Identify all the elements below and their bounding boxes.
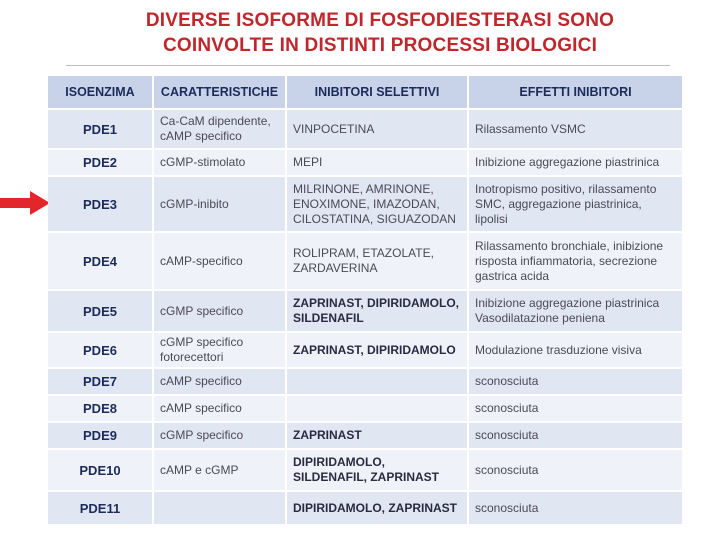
table-row — [48, 109, 683, 149]
cell-inibitori: DIPIRIDAMOLO, ZAPRINAST — [286, 491, 468, 525]
cell-caratteristiche — [153, 491, 286, 525]
cell-caratteristiche: cAMP e cGMP — [153, 449, 286, 491]
cell-caratteristiche: cAMP-specifico — [153, 232, 286, 290]
table-row — [48, 149, 683, 176]
cell-isoenzima: PDE6 — [48, 332, 153, 368]
cell-isoenzima: PDE4 — [48, 232, 153, 290]
page-title — [0, 8, 720, 58]
table-row — [48, 332, 683, 368]
cell-isoenzima: PDE1 — [48, 109, 153, 149]
header-inibitori: INIBITORI SELETTIVI — [286, 76, 468, 109]
cell-caratteristiche: cGMP-stimolato — [153, 149, 286, 176]
cell-isoenzima: PDE11 — [48, 491, 153, 525]
table-row — [48, 368, 683, 395]
cell-isoenzima: PDE9 — [48, 422, 153, 449]
cell-caratteristiche: cGMP specifico — [153, 290, 286, 332]
cell-isoenzima: PDE8 — [48, 395, 153, 422]
table-row — [48, 422, 683, 449]
table-row — [48, 449, 683, 491]
cell-caratteristiche: cAMP specifico — [153, 395, 286, 422]
cell-isoenzima: PDE5 — [48, 290, 153, 332]
header-effetti: EFFETTI INIBITORI — [468, 76, 683, 109]
cell-effetti: Modulazione trasduzione visiva — [468, 332, 683, 368]
cell-isoenzima: PDE10 — [48, 449, 153, 491]
cell-caratteristiche: Ca-CaM dipendente, cAMP specifico — [153, 109, 286, 149]
cell-effetti: Rilassamento bronchiale, inibizione risposta infiammatoria, secrezione gastrica acida — [468, 232, 683, 290]
cell-inibitori: ZAPRINAST, DIPIRIDAMOLO — [286, 332, 468, 368]
table-row — [48, 290, 683, 332]
cell-effetti: Rilassamento VSMC — [468, 109, 683, 149]
cell-isoenzima: PDE7 — [48, 368, 153, 395]
cell-effetti: sconosciuta — [468, 368, 683, 395]
cell-inibitori — [286, 368, 468, 395]
cell-effetti: Inotropismo positivo, rilassamento SMC, aggregazione piastrinica, lipolisi — [468, 176, 683, 232]
cell-inibitori: ZAPRINAST, DIPIRIDAMOLO, SILDENAFIL — [286, 290, 468, 332]
cell-caratteristiche: cAMP specifico — [153, 368, 286, 395]
cell-inibitori: VINPOCETINA — [286, 109, 468, 149]
cell-isoenzima: PDE3 — [48, 176, 153, 232]
cell-effetti: Inibizione aggregazione piastrinica — [468, 149, 683, 176]
red-arrow-icon — [0, 191, 50, 215]
title-divider — [66, 65, 670, 66]
title-line-1: DIVERSE ISOFORME DI FOSFODIESTERASI SONO — [145, 10, 615, 31]
pde-table — [48, 76, 684, 526]
header-isoenzima: ISOENZIMA — [48, 76, 153, 109]
cell-inibitori: ROLIPRAM, ETAZOLATE, ZARDAVERINA — [286, 232, 468, 290]
cell-effetti: sconosciuta — [468, 491, 683, 525]
table-row — [48, 395, 683, 422]
table-row — [48, 232, 683, 290]
table-row — [48, 176, 683, 232]
table-body — [48, 109, 683, 525]
cell-inibitori: MILRINONE, AMRINONE, ENOXIMONE, IMAZODAN, CILOSTATINA, SIGUAZODAN — [286, 176, 468, 232]
cell-effetti: sconosciuta — [468, 395, 683, 422]
cell-caratteristiche: cGMP specifico fotorecettori — [153, 332, 286, 368]
table-header-row — [48, 76, 683, 109]
cell-effetti: sconosciuta — [468, 422, 683, 449]
cell-effetti: Inibizione aggregazione piastrinica Vasodilatazione peniena — [468, 290, 683, 332]
cell-effetti: sconosciuta — [468, 449, 683, 491]
table-row — [48, 491, 683, 525]
cell-caratteristiche: cGMP specifico — [153, 422, 286, 449]
header-caratteristiche: CARATTERISTICHE — [153, 76, 286, 109]
cell-inibitori: ZAPRINAST — [286, 422, 468, 449]
cell-caratteristiche: cGMP-inibito — [153, 176, 286, 232]
cell-inibitori: DIPIRIDAMOLO, SILDENAFIL, ZAPRINAST — [286, 449, 468, 491]
cell-inibitori — [286, 395, 468, 422]
cell-isoenzima: PDE2 — [48, 149, 153, 176]
title-line-2: COINVOLTE IN DISTINTI PROCESSI BIOLOGICI — [162, 35, 598, 56]
cell-inibitori: MEPI — [286, 149, 468, 176]
